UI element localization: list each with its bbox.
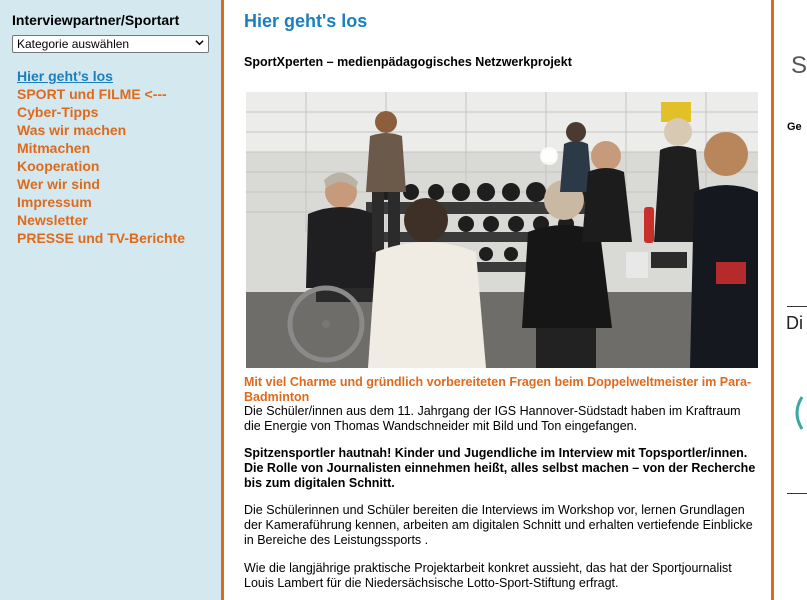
category-select-value: Kategorie auswählen [17,37,130,51]
right-column-fragment-di: Di [786,313,803,333]
paragraph-2: Spitzensportler hautnah! Kinder und Jugendliche im Interview mit Topsportler/innen. Die Rolle von Journalisten einnehmen heißt, alles selbst machen – von der Recherche bis zum digitalen Schnitt. [244,446,756,490]
nav-item-sport-und-filme[interactable]: SPORT und FILME <--- [17,86,167,102]
nav-item-presse-tv[interactable]: PRESSE und TV-Berichte [17,230,186,246]
page-title: Hier geht's los [244,11,368,31]
right-column-fragment-ge: Ge [787,121,802,133]
nav-item-kooperation[interactable]: Kooperation [17,158,100,174]
logo-arc-icon [792,393,804,433]
page-subtitle: SportXperten – medienpädagogisches Netzwerkprojekt [244,55,572,69]
sidebar [0,0,224,600]
paragraph-3: Die Schülerinnen und Schüler bereiten die Interviews im Workshop vor, lernen Grundlagen der Kameraführung kennen, arbeiten am digitalen Schnitt und erhalten vertiefende Einblicke in Bereiche des Leistungssports . [244,503,753,547]
photo-caption: Mit viel Charme und gründlich vorbereiteten Fragen beim Doppelweltmeister im Para-Badminton [244,375,752,404]
right-column [774,0,807,600]
sidebar-heading: Interviewpartner/Sportart [12,12,180,28]
nav-item-hier-gehts-los[interactable]: Hier geht’s los [17,68,113,84]
nav-item-newsletter[interactable]: Newsletter [17,212,88,228]
category-select[interactable] [12,35,209,53]
interview-photo-image [246,92,758,368]
sidebar-nav [17,67,185,247]
right-column-fragment-s: S [791,52,807,79]
nav-item-cyber-tipps[interactable]: Cyber-Tipps [17,104,99,120]
right-divider-2 [787,493,807,494]
right-divider [787,306,807,307]
main-content [227,0,774,600]
nav-item-wer-wir-sind[interactable]: Wer wir sind [17,176,100,192]
paragraph-1: Die Schüler/innen aus dem 11. Jahrgang der IGS Hannover-Südstadt haben im Kraftraum die Energie von Thomas Wandschneider mit Bild und Ton eingefangen. [244,404,741,433]
nav-item-was-wir-machen[interactable]: Was wir machen [17,122,127,138]
interview-photo [246,92,758,368]
nav-item-impressum[interactable]: Impressum [17,194,92,210]
paragraph-4: Wie die langjährige praktische Projektarbeit konkret aussieht, das hat der Sportjournalist Louis Lambert für die Niedersächsische Lotto-Sport-Stiftung erfragt. [244,561,732,590]
chevron-down-icon [195,38,204,47]
nav-item-mitmachen[interactable]: Mitmachen [17,140,91,156]
